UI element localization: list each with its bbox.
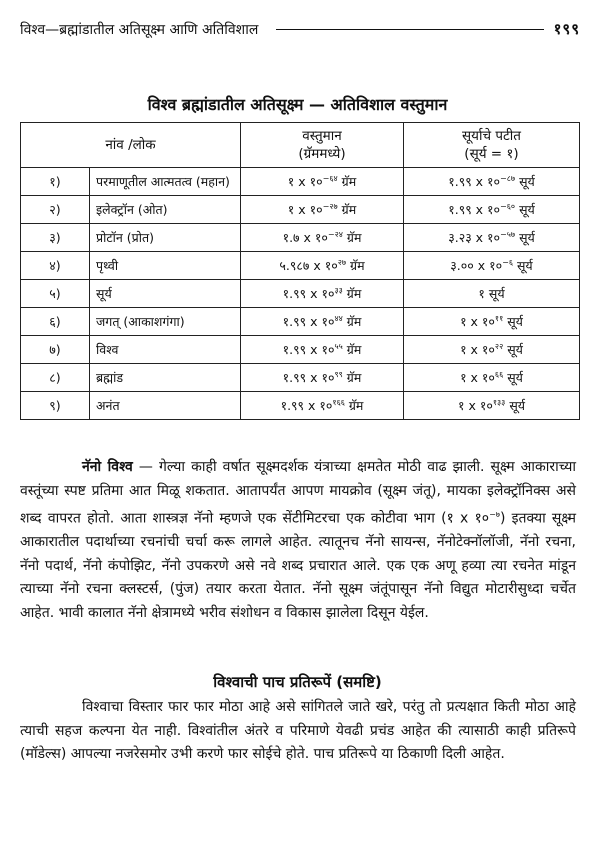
header-name: नांव /लोक bbox=[21, 123, 241, 168]
mass-base: १.९९ x १० bbox=[280, 398, 333, 414]
ratio-unit: सूर्य bbox=[519, 230, 535, 246]
mass-exponent: −६४ bbox=[322, 173, 338, 183]
ratio-base: ३.२३ x १० bbox=[448, 230, 501, 246]
table-row bbox=[21, 252, 580, 280]
header-mass-text: वस्तुमान (ग्रॅममध्ये) bbox=[298, 128, 346, 162]
nano-lead: नॅनो विश्व bbox=[82, 459, 133, 475]
row-mass bbox=[241, 364, 404, 392]
mass-table bbox=[20, 122, 580, 420]
header-rule bbox=[276, 29, 543, 30]
row-name-text: जगत् (आकाशगंगा) bbox=[96, 313, 185, 329]
table-title: विश्व ब्रह्मांडातील अतिसूक्ष्म — अतिविशाल वस्तुमान bbox=[147, 95, 448, 114]
row-ratio bbox=[404, 336, 580, 364]
ratio-exponent: −५७ bbox=[500, 229, 516, 239]
ratio-unit: सूर्य bbox=[519, 202, 535, 218]
row-number bbox=[21, 224, 90, 252]
mass-exponent: ३३ bbox=[334, 285, 343, 295]
ratio-base: १ x १० bbox=[460, 342, 495, 358]
mass-unit: ग्रॅम bbox=[341, 202, 357, 218]
row-mass bbox=[241, 280, 404, 308]
mass-base: ५.९८७ x १० bbox=[279, 258, 338, 274]
row-mass bbox=[241, 224, 404, 252]
ratio-unit: सूर्य bbox=[519, 174, 535, 190]
mass-unit: ग्रॅम bbox=[346, 370, 362, 386]
table-row bbox=[21, 168, 580, 196]
mass-base: १.९९ x १० bbox=[282, 286, 335, 302]
mass-unit: ग्रॅम bbox=[350, 258, 365, 274]
ratio-base: ३.०० x १० bbox=[450, 258, 503, 274]
ratio-base: १ x १० bbox=[457, 398, 493, 414]
table-body bbox=[21, 168, 580, 420]
row-number-text: ३) bbox=[49, 230, 61, 245]
ratio-exponent: −८७ bbox=[500, 173, 516, 183]
row-name bbox=[90, 280, 241, 308]
mass-base: १.७ x १० bbox=[282, 230, 328, 246]
mass-unit: ग्रॅम bbox=[348, 398, 364, 414]
row-name-text: प्रोटॉन (प्रोत) bbox=[96, 229, 155, 245]
mass-exponent: −२४ bbox=[327, 229, 343, 239]
mass-base: १.९९ x १० bbox=[282, 342, 335, 358]
mass-exponent: १६६ bbox=[332, 397, 345, 407]
row-name-text: सूर्य bbox=[96, 285, 112, 301]
ratio-base: १.९९ x १० bbox=[448, 174, 501, 190]
ratio-unit: सूर्य bbox=[516, 258, 533, 274]
ratio-unit: सूर्य bbox=[507, 370, 523, 386]
ratio-exponent: ६६ bbox=[494, 369, 504, 379]
ratio-exponent: १३३ bbox=[492, 397, 506, 407]
running-header bbox=[20, 16, 580, 42]
mass-exponent: ५५ bbox=[334, 341, 343, 351]
row-number-text: २) bbox=[49, 202, 61, 217]
row-name bbox=[90, 308, 241, 336]
nano-exponent: −७ bbox=[489, 510, 500, 519]
section-paragraph bbox=[20, 696, 576, 767]
ratio-exponent: ११ bbox=[494, 313, 504, 323]
row-mass bbox=[241, 252, 404, 280]
mass-unit: ग्रॅम bbox=[346, 286, 362, 302]
header-ratio bbox=[404, 123, 580, 168]
row-mass bbox=[241, 336, 404, 364]
ratio-exponent: −६ bbox=[502, 257, 513, 267]
row-mass bbox=[241, 196, 404, 224]
nano-text-2: ) इतक्या सूक्ष्म आकारातील पदार्थाच्या रचनांची चर्चा करू लागले आहेत. त्यातूनच नॅनो सायन्स, नॅनोटेक्नॉलॉजी, नॅनो रचना, नॅनो पदार्थ, नॅनो कंपोझिट, नॅनो उपकरणे असे नवे शब्द प्रचारात आले. एक एक अणू हव्या त्या रचनेत मांडून त्याच्या नॅनो रचना क्लस्टर्स, (पुंज) तयार करता येतात. नॅनो सूक्ष्म जंतूंपासून नॅनो विद्युत मोटारीसुध्दा चर्चेत आहेत. भावी कालात नॅनो क्षेत्रामध्ये भरीव संशोधन व विकास झालेला दिसून येईल. bbox=[20, 510, 576, 621]
row-ratio bbox=[404, 196, 580, 224]
nano-text: — गेल्या काही वर्षात सूक्ष्मदर्शक यंत्राच्या क्षमतेत मोठी वाढ झाली. सूक्ष्म आकाराच्या वस्तूंच्या स्पष्ट प्रतिमा आत मिळू शकतात. आतापर्यंत आपण मायक्रोव (सूक्ष्म जंतू), मायका इलेक्ट्रॉनिक्स असे शब्द वापरत होतो. आता शास्त्रज्ञ नॅनो म्हणजे एक सेंटीमिटरचा एक कोटीवा भाग (१ x १० bbox=[20, 459, 576, 527]
ratio-base: १ x १० bbox=[460, 370, 495, 386]
row-ratio bbox=[404, 252, 580, 280]
row-number bbox=[21, 280, 90, 308]
mass-base: १ x १० bbox=[287, 174, 323, 190]
section-text: विश्वाचा विस्तार फार फार मोठा आहे असे सांगितले जाते खरे, परंतु तो प्रत्यक्षात किती मोठा आहे त्याची सहज कल्पना येत नाही. विश्वांतील अंतरे व परिमाणे येवढी प्रचंड आहेत की त्यासाठी काही प्रतिरूपे (मॉडेल्स) आपल्या नजरेसमोर उभी करणे फार सोईचे होते. पाच प्रतिरूपे या ठिकाणी दिली आहेत. bbox=[20, 699, 576, 762]
ratio-exponent: २२ bbox=[494, 341, 504, 351]
ratio-base: १ bbox=[478, 286, 485, 301]
row-mass bbox=[241, 308, 404, 336]
row-name-text: ब्रह्मांड bbox=[96, 369, 124, 385]
row-mass bbox=[241, 392, 404, 420]
mass-unit: ग्रॅम bbox=[346, 342, 362, 358]
row-number-text: ७) bbox=[49, 342, 61, 357]
ratio-base: १ x १० bbox=[460, 314, 495, 330]
row-number-text: ४) bbox=[49, 258, 61, 273]
row-name-text: पृथ्वी bbox=[96, 257, 119, 273]
ratio-unit: सूर्य bbox=[507, 342, 523, 358]
row-ratio bbox=[404, 224, 580, 252]
row-number-text: ८) bbox=[49, 370, 61, 385]
mass-base: १ x १० bbox=[287, 202, 323, 218]
mass-exponent: ४४ bbox=[334, 313, 343, 323]
row-ratio bbox=[404, 364, 580, 392]
header-ratio-text: सूर्याचे पटीत (सूर्य = १) bbox=[462, 128, 521, 162]
ratio-base: १.९९ x १० bbox=[448, 202, 501, 218]
table-row bbox=[21, 224, 580, 252]
nano-paragraph bbox=[20, 456, 576, 625]
section-heading: विश्वाची पाच प्रतिरूपें (समष्टि) bbox=[213, 673, 382, 691]
row-number bbox=[21, 308, 90, 336]
row-number bbox=[21, 252, 90, 280]
mass-exponent: ९९ bbox=[334, 369, 343, 379]
mass-unit: ग्रॅम bbox=[341, 174, 357, 190]
table-row bbox=[21, 336, 580, 364]
row-name-text: विश्व bbox=[96, 341, 119, 357]
row-name-text: अनंत bbox=[96, 397, 120, 413]
row-ratio bbox=[404, 168, 580, 196]
table-row bbox=[21, 308, 580, 336]
mass-exponent: −२७ bbox=[322, 201, 338, 211]
ratio-unit: सूर्य bbox=[507, 314, 523, 330]
row-number bbox=[21, 196, 90, 224]
ratio-unit: सूर्य bbox=[509, 398, 526, 414]
row-name bbox=[90, 392, 241, 420]
running-title: विश्व—ब्रह्मांडातील अतिसूक्ष्म आणि अतिविशाल bbox=[20, 21, 259, 38]
row-name bbox=[90, 364, 241, 392]
row-number bbox=[21, 168, 90, 196]
row-name bbox=[90, 224, 241, 252]
row-name-text: परमाणूतील आत्मतत्व (महान) bbox=[96, 173, 230, 189]
row-number-text: ६) bbox=[49, 314, 61, 329]
table-row bbox=[21, 364, 580, 392]
mass-unit: ग्रॅम bbox=[346, 314, 362, 330]
row-number bbox=[21, 336, 90, 364]
row-number-text: ९) bbox=[49, 398, 61, 413]
page-number: १९९ bbox=[553, 20, 580, 38]
ratio-exponent: −६० bbox=[500, 201, 516, 211]
row-ratio bbox=[404, 392, 580, 420]
row-number-text: ५) bbox=[49, 286, 61, 301]
table-row bbox=[21, 196, 580, 224]
mass-base: १.९९ x १० bbox=[282, 314, 335, 330]
row-number-text: १) bbox=[49, 174, 61, 189]
mass-base: १.९९ x १० bbox=[282, 370, 335, 386]
row-name-text: इलेक्ट्रॉन (ओत) bbox=[96, 201, 168, 217]
row-ratio bbox=[404, 308, 580, 336]
table-row bbox=[21, 392, 580, 420]
mass-exponent: २७ bbox=[337, 257, 347, 267]
row-name bbox=[90, 196, 241, 224]
ratio-unit: सूर्य bbox=[488, 286, 505, 301]
row-number bbox=[21, 364, 90, 392]
mass-unit: ग्रॅम bbox=[346, 230, 362, 246]
row-ratio bbox=[404, 280, 580, 308]
header-mass bbox=[241, 123, 404, 168]
table-row bbox=[21, 280, 580, 308]
row-name bbox=[90, 252, 241, 280]
row-mass bbox=[241, 168, 404, 196]
row-name bbox=[90, 336, 241, 364]
row-number bbox=[21, 392, 90, 420]
table-header-row bbox=[21, 123, 580, 168]
row-name bbox=[90, 168, 241, 196]
